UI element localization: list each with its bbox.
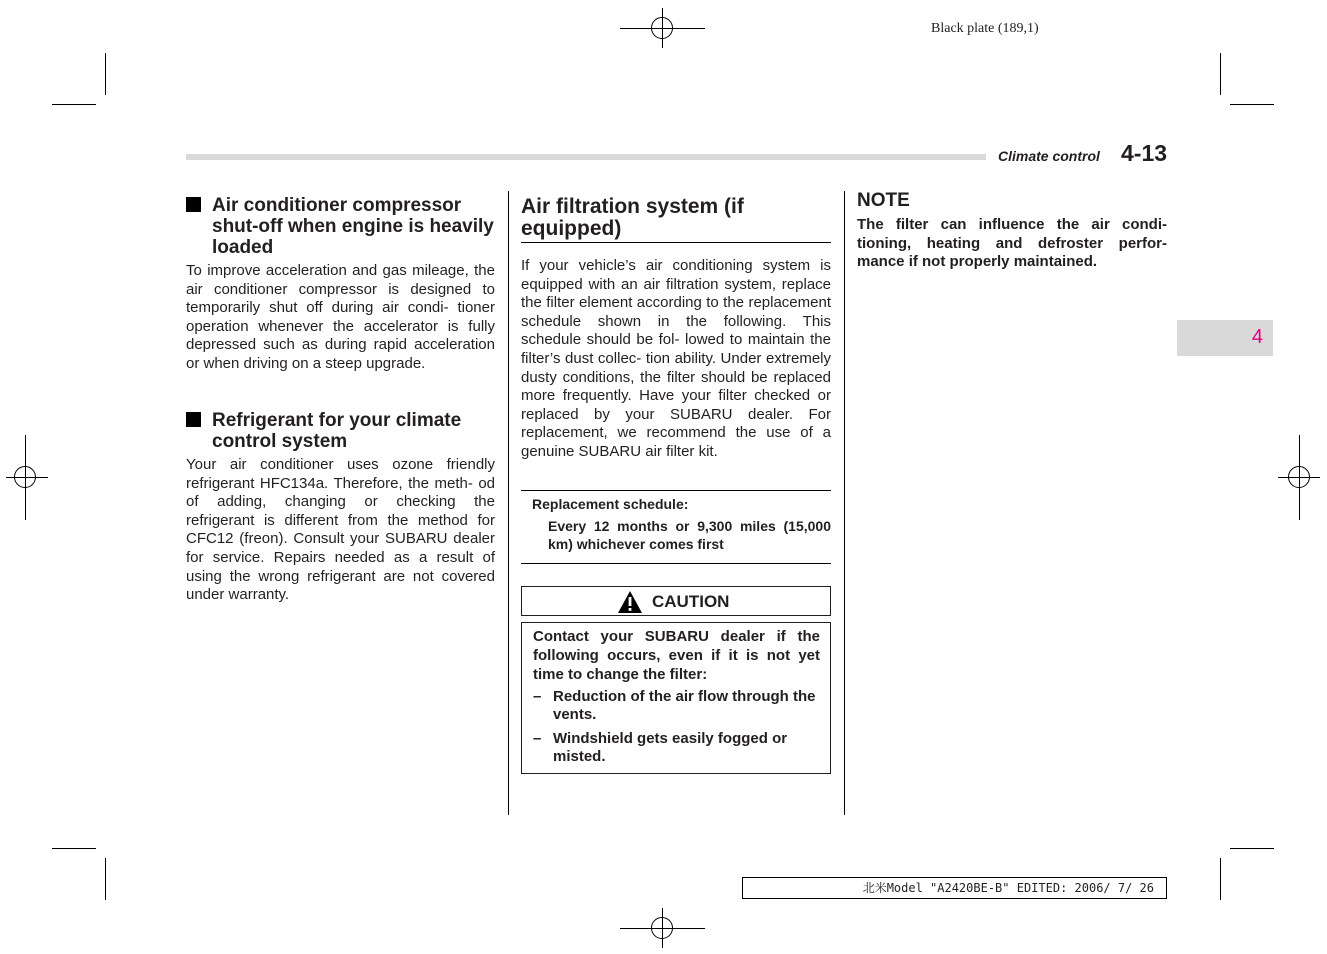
crop-mark bbox=[105, 858, 106, 900]
schedule-top-rule bbox=[521, 490, 831, 491]
plate-label: Black plate (189,1) bbox=[931, 21, 1039, 36]
crop-mark bbox=[52, 848, 96, 849]
registration-circle bbox=[14, 466, 36, 488]
caution-item: – Reduction of the air flow through the vents. bbox=[533, 688, 816, 723]
schedule-bottom-rule bbox=[521, 563, 831, 564]
footer-edit-info: 北米Model "A2420BE-B" EDITED: 2006/ 7/ 26 bbox=[742, 877, 1167, 899]
header-bar bbox=[186, 154, 986, 160]
caution-header bbox=[521, 586, 831, 616]
page-number: 4-13 bbox=[1121, 140, 1168, 166]
crop-mark bbox=[52, 104, 96, 105]
schedule-label: Replacement schedule: bbox=[532, 496, 689, 512]
heading-underline bbox=[521, 242, 831, 243]
dash-bullet: – bbox=[533, 730, 542, 747]
paragraph-refrigerant: Your air conditioner uses ozone friendly refrigerant HFC134a. Therefore, the meth- od of adding, changing or checking the refrigerant is different from the method for CFC12 (freon). Consult your SUBARU dealer for service. Repairs needed as a result of using the wrong refrigerant are not covered under warranty. bbox=[186, 456, 495, 604]
note-text: The filter can influence the air condi- tioning, heating and defroster perfor- mance if not properly maintained. bbox=[857, 216, 1167, 271]
heading-refrigerant: Refrigerant for your climate control system bbox=[186, 410, 502, 454]
registration-circle bbox=[1288, 466, 1310, 488]
column-divider bbox=[844, 191, 845, 815]
heading-compressor-shutoff: Air conditioner compressor shut-off when engine is heavily loaded bbox=[186, 195, 502, 261]
section-title: Climate control bbox=[998, 148, 1100, 164]
paragraph-air-filtration: If your vehicle’s air conditioning system is equipped with an air filtration system, replace the filter element according to the replacement schedule shown in the following. This schedule should be fol- lowed to maintain the filter’s dust collec- tion ability. Under extremely dusty conditions, the filter should be replaced more frequently. Have your filter checked or replaced by your SUBARU dealer. For replacement, we recommend the use of a genuine SUBARU air filter kit. bbox=[521, 257, 831, 460]
crop-mark bbox=[1230, 848, 1274, 849]
square-bullet-icon bbox=[186, 412, 201, 427]
caution-item: – Windshield gets easily fogged or misted. bbox=[533, 730, 788, 765]
paragraph-compressor: To improve acceleration and gas mileage, the air conditioner compressor is designed to temporarily shut off during air condi- tioner operation whenever the accelerator is fully depressed such as during rapid acceleration or when driving on a steep upgrade. bbox=[186, 262, 495, 372]
chapter-tab bbox=[1177, 320, 1273, 356]
heading-air-filtration: Air filtration system (if equipped) bbox=[521, 195, 744, 240]
registration-circle bbox=[651, 917, 673, 939]
crop-mark bbox=[1220, 858, 1221, 900]
crop-mark bbox=[105, 53, 106, 95]
dash-bullet: – bbox=[533, 688, 542, 705]
note-title: NOTE bbox=[857, 190, 910, 211]
crop-mark bbox=[1220, 53, 1221, 95]
caution-intro: Contact your SUBARU dealer if the following occurs, even if it is not yet time to change the filter: bbox=[533, 628, 820, 683]
chapter-tab-label: 4 bbox=[1251, 326, 1263, 348]
registration-circle bbox=[651, 17, 673, 39]
crop-mark bbox=[1230, 104, 1274, 105]
caution-body bbox=[521, 622, 831, 774]
warning-triangle-icon bbox=[617, 590, 643, 614]
column-divider bbox=[508, 191, 509, 815]
square-bullet-icon bbox=[186, 197, 201, 212]
caution-title: CAUTION bbox=[652, 592, 730, 611]
schedule-value: Every 12 months or 9,300 miles (15,000 km) whichever comes first bbox=[548, 518, 831, 552]
